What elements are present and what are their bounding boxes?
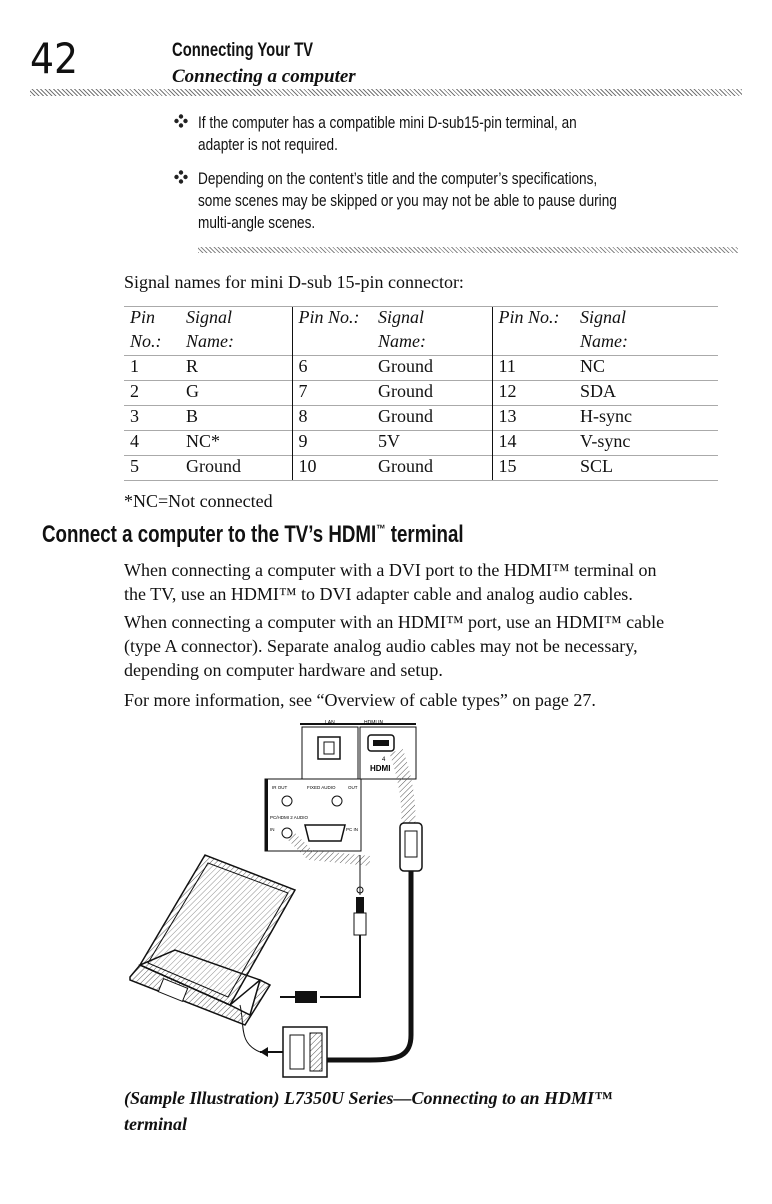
heading-tm: ™ (376, 522, 386, 536)
paragraph-line: depending on computer hardware and setup. (124, 660, 443, 680)
table-header: Signal (372, 307, 492, 332)
connection-illustration (120, 715, 540, 1085)
diamond-bullet-icon (174, 114, 188, 128)
paragraph-1 (124, 558, 724, 606)
table-cell: 12 (492, 381, 574, 406)
table-header: Name: (580, 331, 628, 351)
table-header: Pin No.: (492, 307, 574, 332)
diamond-bullet-icon (174, 170, 188, 184)
paragraph-2 (124, 610, 724, 682)
table-cell: H-sync (574, 406, 718, 431)
table-header: Pin (124, 307, 180, 332)
heading-text: Connect a computer to the TV’s HDMI (42, 521, 377, 548)
table-cell: 15 (492, 456, 574, 481)
note-line: adapter is not required. (198, 135, 338, 154)
laptop-icon (130, 855, 295, 1025)
table-row (124, 356, 718, 381)
table-cell: G (180, 381, 292, 406)
figure-caption (124, 1085, 724, 1137)
table-row (124, 381, 718, 406)
table-cell: 7 (292, 381, 372, 406)
table-cell: 9 (292, 431, 372, 456)
signal-intro: Signal names for mini D-sub 15-pin connector: (124, 272, 464, 292)
table-cell: NC* (180, 431, 292, 456)
hdmi-logo: HDMI (370, 764, 391, 773)
table-header (492, 331, 574, 356)
table-cell: 8 (292, 406, 372, 431)
fixed-audio-label: FIXED AUDIO (307, 785, 336, 790)
in-label: IN (270, 827, 275, 832)
paragraph-line: When connecting a computer with an HDMI™ port, use an HDMI™ cable (124, 612, 665, 632)
note-line: multi-angle scenes. (198, 213, 316, 232)
table-cell: 1 (124, 356, 180, 381)
vga-port-icon (305, 825, 345, 841)
table-cell: V-sync (574, 431, 718, 456)
table-header (292, 331, 372, 356)
table-header-row (124, 307, 718, 332)
table-cell: Ground (372, 456, 492, 481)
table-cell: SDA (574, 381, 718, 406)
lan-port-icon (318, 737, 340, 759)
table-cell: NC (574, 356, 718, 381)
notes-rule (198, 247, 738, 253)
audio-jack-icon (332, 796, 342, 806)
table-cell: R (180, 356, 292, 381)
table-cell: 2 (124, 381, 180, 406)
footnote: *NC=Not connected (124, 491, 273, 511)
lan-label: LAN (325, 720, 335, 726)
table-row (124, 456, 718, 481)
table-header: Pin No.: (292, 307, 372, 332)
audio-cable-icon (280, 855, 366, 1003)
table-cell: 3 (124, 406, 180, 431)
table-cell: 5V (372, 431, 492, 456)
table-cell: Ground (372, 406, 492, 431)
pc-hdmi-audio-label: PC/HDMI 2 AUDIO (270, 815, 309, 820)
hdmi-port-number: 4 (382, 757, 386, 763)
table-header: Name: (186, 331, 234, 351)
heading-suffix: terminal (385, 521, 464, 548)
table-cell: SCL (574, 456, 718, 481)
vga-cable-icon (240, 1005, 327, 1077)
page-number: 42 (30, 34, 79, 83)
section-title: Connecting a computer (172, 66, 356, 87)
table-header: Signal (180, 307, 292, 332)
caption-line: terminal (124, 1114, 188, 1134)
table-header: No.: (130, 331, 162, 351)
hdmi-in-label: HDMI IN (364, 720, 384, 726)
pin-table (124, 306, 718, 481)
caption-line: (Sample Illustration) L7350U Series—Connecting to an HDMI™ (124, 1088, 613, 1108)
note-line: Depending on the content’s title and the computer’s specifications, (198, 169, 598, 188)
note-line: some scenes may be skipped or you may not be able to pause during (198, 191, 617, 210)
table-row (124, 406, 718, 431)
pc-in-label: PC IN (346, 827, 359, 832)
table-cell: 4 (124, 431, 180, 456)
paragraph-line: the TV, use an HDMI™ to DVI adapter cable and analog audio cables. (124, 584, 633, 604)
note-2 (198, 168, 738, 234)
table-cell: 11 (492, 356, 574, 381)
table-cell: Ground (372, 356, 492, 381)
paragraph-line: (type A connector). Separate analog audio cables may not be necessary, (124, 636, 638, 656)
out-label: OUT (348, 785, 358, 790)
table-header: Signal (574, 307, 718, 332)
chapter-title: Connecting Your TV (172, 40, 314, 61)
audio-jack-icon (282, 828, 292, 838)
ir-out-label: IR OUT (272, 785, 288, 790)
section-heading (42, 521, 464, 549)
table-header-row (124, 331, 718, 356)
table-cell: B (180, 406, 292, 431)
table-cell: Ground (372, 381, 492, 406)
tv-back-panel (265, 720, 416, 861)
table-cell: Ground (180, 456, 292, 481)
paragraph-3: For more information, see “Overview of cable types” on page 27. (124, 690, 596, 710)
header-rule (30, 89, 742, 96)
table-row (124, 431, 718, 456)
table-cell: 13 (492, 406, 574, 431)
note-1 (198, 112, 738, 156)
table-cell: 6 (292, 356, 372, 381)
table-cell: 5 (124, 456, 180, 481)
table-cell: 14 (492, 431, 574, 456)
audio-jack-icon (282, 796, 292, 806)
table-header: Name: (378, 331, 426, 351)
table-cell: 10 (292, 456, 372, 481)
paragraph-line: When connecting a computer with a DVI port to the HDMI™ terminal on (124, 560, 657, 580)
note-line: If the computer has a compatible mini D-sub15-pin terminal, an (198, 113, 577, 132)
